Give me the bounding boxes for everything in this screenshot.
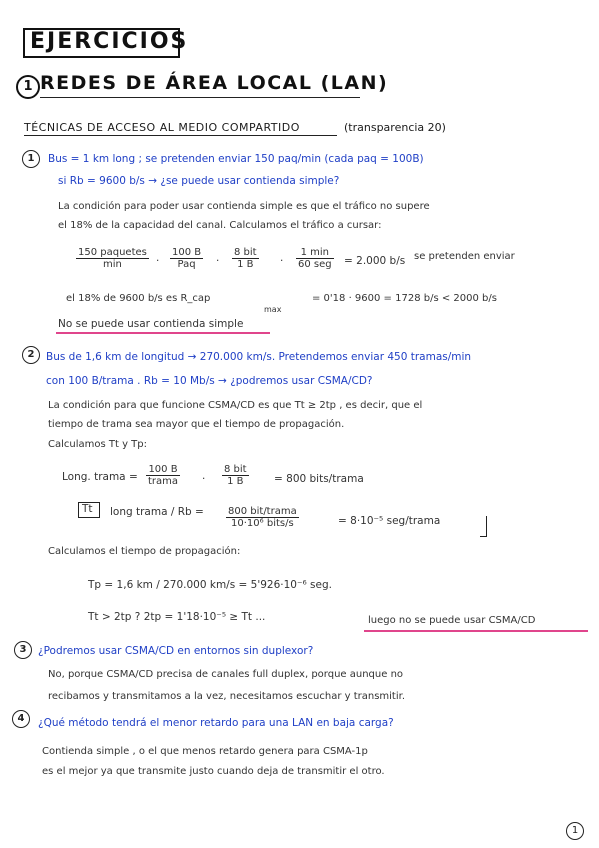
ex2-question-line1: Bus de 1,6 km de longitud → 270.000 km/s. Pretendemos enviar 450 tramas/min <box>46 351 472 363</box>
ex1-conclusion-highlight <box>56 332 270 334</box>
ex2-tp: Tp = 1,6 km / 270.000 km/s = 5'926·10⁻⁶ seg. <box>88 579 332 591</box>
ex2-fraction-bytes: 100 B trama <box>148 464 179 487</box>
section-number: 1 <box>16 75 40 99</box>
ex2-frame-length-label: Long. trama = <box>62 471 138 483</box>
ex2-tt-fraction: 800 bit/trama 10·10⁶ bits/s <box>228 506 297 529</box>
page-number: 1 <box>566 822 584 840</box>
subtitle-underline <box>24 135 337 136</box>
exercise-3-number: 3 <box>14 641 32 659</box>
ex1-dot: · <box>216 255 220 267</box>
ex2-answer-line2: tiempo de trama sea mayor que el tiempo de propagación. <box>48 419 345 430</box>
exercise-4-number: 4 <box>12 710 30 728</box>
ex2-fraction-bits: 8 bit 1 B <box>224 464 247 487</box>
subtitle-ref: (transparencia 20) <box>344 121 446 134</box>
ex1-fraction-bits: 8 bit 1 B <box>234 247 257 270</box>
ex2-question-line2: con 100 B/trama . Rb = 10 Mb/s → ¿podremos usar CSMA/CD? <box>46 375 373 387</box>
ex2-conclusion: luego no se puede usar CSMA/CD <box>368 615 536 626</box>
ex2-conclusion-highlight <box>364 630 588 632</box>
ex1-conclusion: No se puede usar contienda simple <box>58 318 244 330</box>
ex2-compare: Tt > 2tp ? 2tp = 1'18·10⁻⁵ ≥ Tt ... <box>88 611 266 623</box>
ex1-dot: · <box>156 255 160 267</box>
ex1-result: = 2.000 b/s <box>344 255 406 267</box>
ex4-answer-line2: es el mejor ya que transmite justo cuando deja de transmitir el otro. <box>42 766 385 777</box>
ex2-dot: · <box>202 473 206 485</box>
ex1-question-line1: Bus = 1 km long ; se pretenden enviar 150 paq/min (cada paq = 100B) <box>48 153 424 165</box>
ex3-question: ¿Podremos usar CSMA/CD en entornos sin duplexor? <box>38 645 314 657</box>
ex1-capacity-result: = 0'18 · 9600 = 1728 b/s < 2000 b/s <box>312 293 497 304</box>
exercise-2-number: 2 <box>22 346 40 364</box>
ex2-tt-result: = 8·10⁻⁵ seg/trama <box>338 515 441 527</box>
exercise-1-number: 1 <box>22 150 40 168</box>
ex1-answer-line2: el 18% de la capacidad del canal. Calculamos el tráfico a cursar: <box>58 220 382 231</box>
ex2-answer-line1: La condición para que funcione CSMA/CD es que Tt ≥ 2tp , es decir, que el <box>48 400 423 411</box>
ex1-capacity-sub: max <box>264 305 282 314</box>
section-underline <box>40 97 360 98</box>
ex1-capacity-line: el 18% de 9600 b/s es R_cap <box>66 293 211 304</box>
ex2-answer-line4: Calculamos el tiempo de propagación: <box>48 546 241 557</box>
ex1-answer-line1: La condición para poder usar contienda simple es que el tráfico no supere <box>58 201 430 212</box>
ex1-dot: · <box>280 255 284 267</box>
ex1-question-line2: si Rb = 9600 b/s → ¿se puede usar contienda simple? <box>58 175 340 187</box>
ex3-answer-line1: No, porque CSMA/CD precisa de canales full duplex, porque aunque no <box>48 669 404 680</box>
ex2-tt-bracket <box>480 516 487 537</box>
ex4-question: ¿Qué método tendrá el menor retardo para una LAN en baja carga? <box>38 717 394 729</box>
ex1-fraction-packets: 150 paquetes min <box>78 247 147 270</box>
ex2-tt-equation: long trama / Rb = <box>110 506 204 518</box>
ex1-result-note: se pretenden enviar <box>414 251 515 262</box>
page-title: EJERCICIOS <box>30 29 189 54</box>
section-title: REDES DE ÁREA LOCAL (LAN) <box>40 72 389 94</box>
ex2-answer-line3: Calculamos Tt y Tp: <box>48 439 148 450</box>
ex2-frame-length-result: = 800 bits/trama <box>274 473 364 485</box>
ex3-answer-line2: recibamos y transmitamos a la vez, necesitamos escuchar y transmitir. <box>48 691 406 702</box>
ex2-tt-label: Tt <box>82 503 93 515</box>
ex1-fraction-time: 1 min 60 seg <box>298 247 332 270</box>
subtitle: TÉCNICAS DE ACCESO AL MEDIO COMPARTIDO <box>24 121 300 134</box>
ex1-fraction-bytes: 100 B Paq <box>172 247 202 270</box>
ex4-answer-line1: Contienda simple , o el que menos retardo genera para CSMA-1p <box>42 746 368 757</box>
